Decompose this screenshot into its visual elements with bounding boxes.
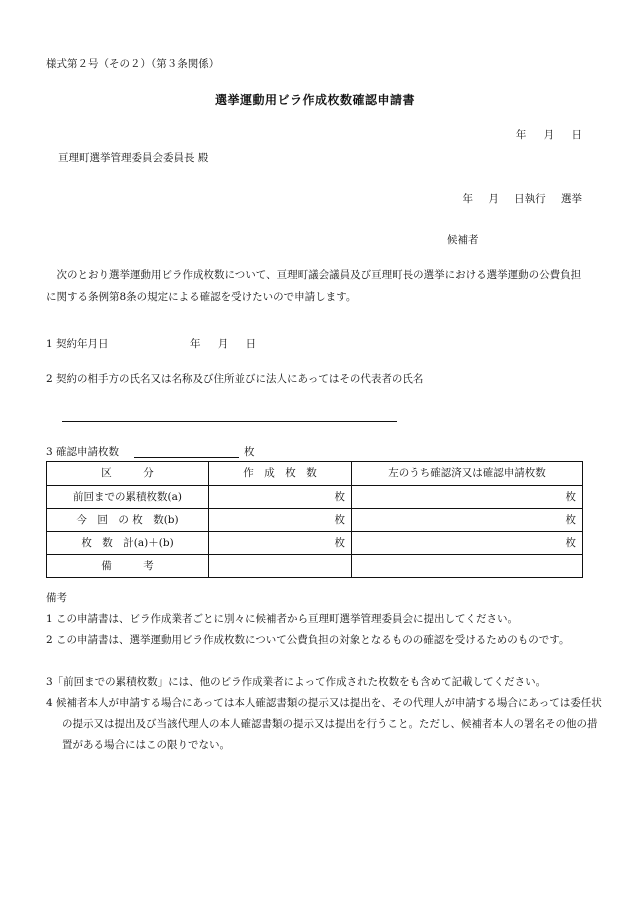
remarks-cell	[209, 555, 352, 578]
contract-party-label: 2 契約の相手方の氏名又は名称及び住所並びに法人にあってはその代表者の氏名	[46, 373, 424, 385]
table-header: 区 分	[47, 462, 209, 486]
note-item: 1 この申請書は、ビラ作成業者ごとに別々に候補者から亘理町選挙管理委員会に提出してください。	[46, 613, 519, 625]
table-header: 左のうち確認済又は確認申請枚数	[352, 462, 583, 486]
table-row	[47, 509, 583, 532]
requested-count-unit: 枚	[244, 446, 255, 458]
table-row	[47, 532, 583, 555]
requested-count-label: 3 確認申請枚数	[46, 446, 120, 458]
created-count-cell: 枚	[209, 486, 352, 509]
contract-date-label: 1 契約年月日	[46, 338, 109, 350]
application-statement: 次のとおり選挙運動用ビラ作成枚数について、亘理町議会議員及び亘理町長の選挙における選挙運動の公費負担に関する条例第8条の規定による確認を受けたいので申請します。	[46, 269, 582, 303]
note-item: 3「前回までの累積枚数」には、他のビラ作成業者によって作成された枚数をも含めて記載してください。	[46, 676, 547, 688]
created-count-cell: 枚	[209, 532, 352, 555]
notes-title: 備考	[46, 592, 67, 604]
note-item: 2 この申請書は、選挙運動用ビラ作成枚数について公費負担の対象となるものの確認を受けるためのものです。	[46, 634, 570, 646]
row-label: 枚 数 計(a)＋(b)	[47, 532, 209, 555]
row-label: 前回までの累積枚数(a)	[47, 486, 209, 509]
contract-party-line	[62, 421, 397, 422]
created-count-cell: 枚	[209, 509, 352, 532]
requested-count-line	[134, 457, 239, 458]
row-label: 今 回 の 枚 数(b)	[47, 509, 209, 532]
page-title: 選挙運動用ビラ作成枚数確認申請書	[214, 93, 415, 107]
remarks-cell	[352, 555, 583, 578]
contract-date-value: 年 月 日	[190, 338, 257, 350]
election-date-line: 年 月 日執行 選挙	[462, 193, 582, 205]
confirmed-count-cell: 枚	[352, 532, 583, 555]
addressee: 亘理町選挙管理委員会委員長 殿	[58, 152, 209, 164]
confirmed-count-cell: 枚	[352, 486, 583, 509]
table-header: 作 成 枚 数	[209, 462, 352, 486]
form-number: 様式第２号（その２）（第３条関係）	[46, 58, 220, 70]
confirmed-count-cell: 枚	[352, 509, 583, 532]
candidate-label: 候補者	[447, 234, 479, 246]
row-label: 備 考	[47, 555, 209, 578]
table-row	[47, 555, 583, 578]
table-header-row	[47, 462, 583, 486]
count-table	[46, 461, 583, 578]
table-row	[47, 486, 583, 509]
submission-date: 年 月 日	[515, 129, 582, 141]
note-item: 4 候補者本人が申請する場合にあっては本人確認書類の提示又は提出を、その代理人が申請する場合にあっては委任状の提示又は提出及び当該代理人の本人確認書類の提示又は提出を行うこと。ただし、候補者本人の署名その他の措置がある場合にはこの限りでない。	[46, 697, 602, 751]
